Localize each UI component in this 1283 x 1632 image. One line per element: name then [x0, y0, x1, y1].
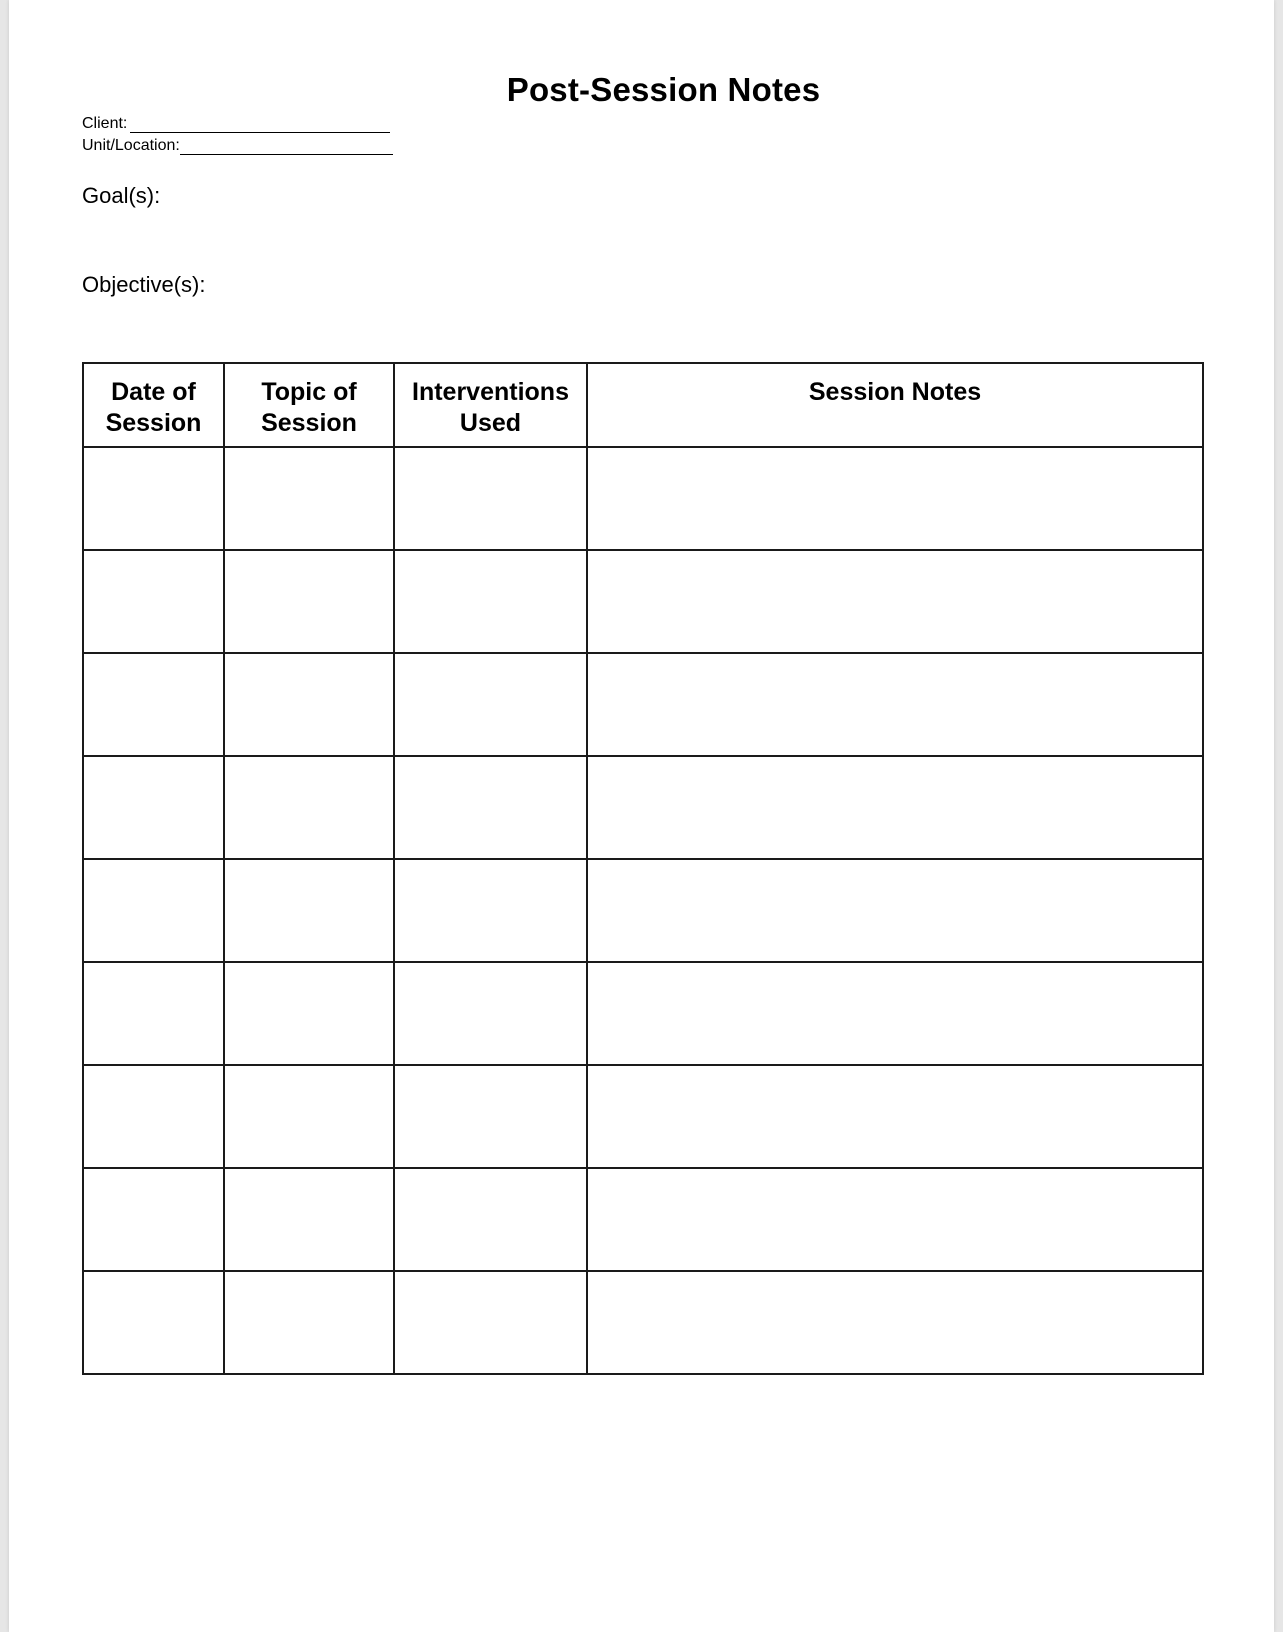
header-topic-of-session: Topic of Session	[224, 363, 394, 447]
objectives-label: Objective(s):	[82, 272, 206, 297]
date-cell[interactable]	[83, 962, 224, 1065]
topic-cell[interactable]	[224, 962, 394, 1065]
interventions-cell[interactable]	[394, 1271, 587, 1374]
interventions-cell[interactable]	[394, 859, 587, 962]
client-blank-line[interactable]	[130, 117, 390, 133]
page-title	[9, 71, 1274, 109]
interventions-cell[interactable]	[394, 447, 587, 550]
notes-cell[interactable]	[587, 447, 1203, 550]
topic-cell[interactable]	[224, 1271, 394, 1374]
date-cell[interactable]	[83, 756, 224, 859]
notes-cell[interactable]	[587, 859, 1203, 962]
goals-label: Goal(s):	[82, 183, 161, 208]
header-interventions-used: Interventions Used	[394, 363, 587, 447]
date-cell[interactable]	[83, 653, 224, 756]
notes-cell[interactable]	[587, 1065, 1203, 1168]
table-row	[83, 859, 1203, 962]
table-row	[83, 962, 1203, 1065]
topic-cell[interactable]	[224, 447, 394, 550]
topic-cell[interactable]	[224, 859, 394, 962]
notes-cell[interactable]	[587, 1271, 1203, 1374]
interventions-cell[interactable]	[394, 1168, 587, 1271]
table-header-row	[83, 363, 1203, 447]
topic-cell[interactable]	[224, 756, 394, 859]
table-row	[83, 1065, 1203, 1168]
unit-location-label: Unit/Location:	[82, 137, 180, 154]
unit-location-blank-line[interactable]	[180, 139, 393, 155]
unit-location-field	[82, 137, 393, 155]
date-cell[interactable]	[83, 1168, 224, 1271]
interventions-cell[interactable]	[394, 550, 587, 653]
date-cell[interactable]	[83, 859, 224, 962]
topic-cell[interactable]	[224, 1065, 394, 1168]
header-date-of-session: Date of Session	[83, 363, 224, 447]
notes-cell[interactable]	[587, 962, 1203, 1065]
notes-cell[interactable]	[587, 756, 1203, 859]
notes-cell[interactable]	[587, 653, 1203, 756]
header-session-notes: Session Notes	[587, 363, 1203, 447]
topic-cell[interactable]	[224, 653, 394, 756]
interventions-cell[interactable]	[394, 756, 587, 859]
session-log-body	[83, 447, 1203, 1374]
client-field	[82, 115, 390, 133]
table-row	[83, 550, 1203, 653]
table-row	[83, 1168, 1203, 1271]
client-label: Client:	[82, 115, 128, 132]
interventions-cell[interactable]	[394, 653, 587, 756]
topic-cell[interactable]	[224, 1168, 394, 1271]
notes-cell[interactable]	[587, 1168, 1203, 1271]
notes-cell[interactable]	[587, 550, 1203, 653]
date-cell[interactable]	[83, 447, 224, 550]
table-row	[83, 1271, 1203, 1374]
date-cell[interactable]	[83, 550, 224, 653]
interventions-cell[interactable]	[394, 962, 587, 1065]
document-page	[9, 0, 1274, 1632]
date-cell[interactable]	[83, 1065, 224, 1168]
page-title-text: Post-Session Notes	[506, 71, 821, 108]
table-row	[83, 447, 1203, 550]
date-cell[interactable]	[83, 1271, 224, 1374]
table-row	[83, 653, 1203, 756]
session-log-table	[82, 362, 1204, 1375]
interventions-cell[interactable]	[394, 1065, 587, 1168]
topic-cell[interactable]	[224, 550, 394, 653]
table-row	[83, 756, 1203, 859]
